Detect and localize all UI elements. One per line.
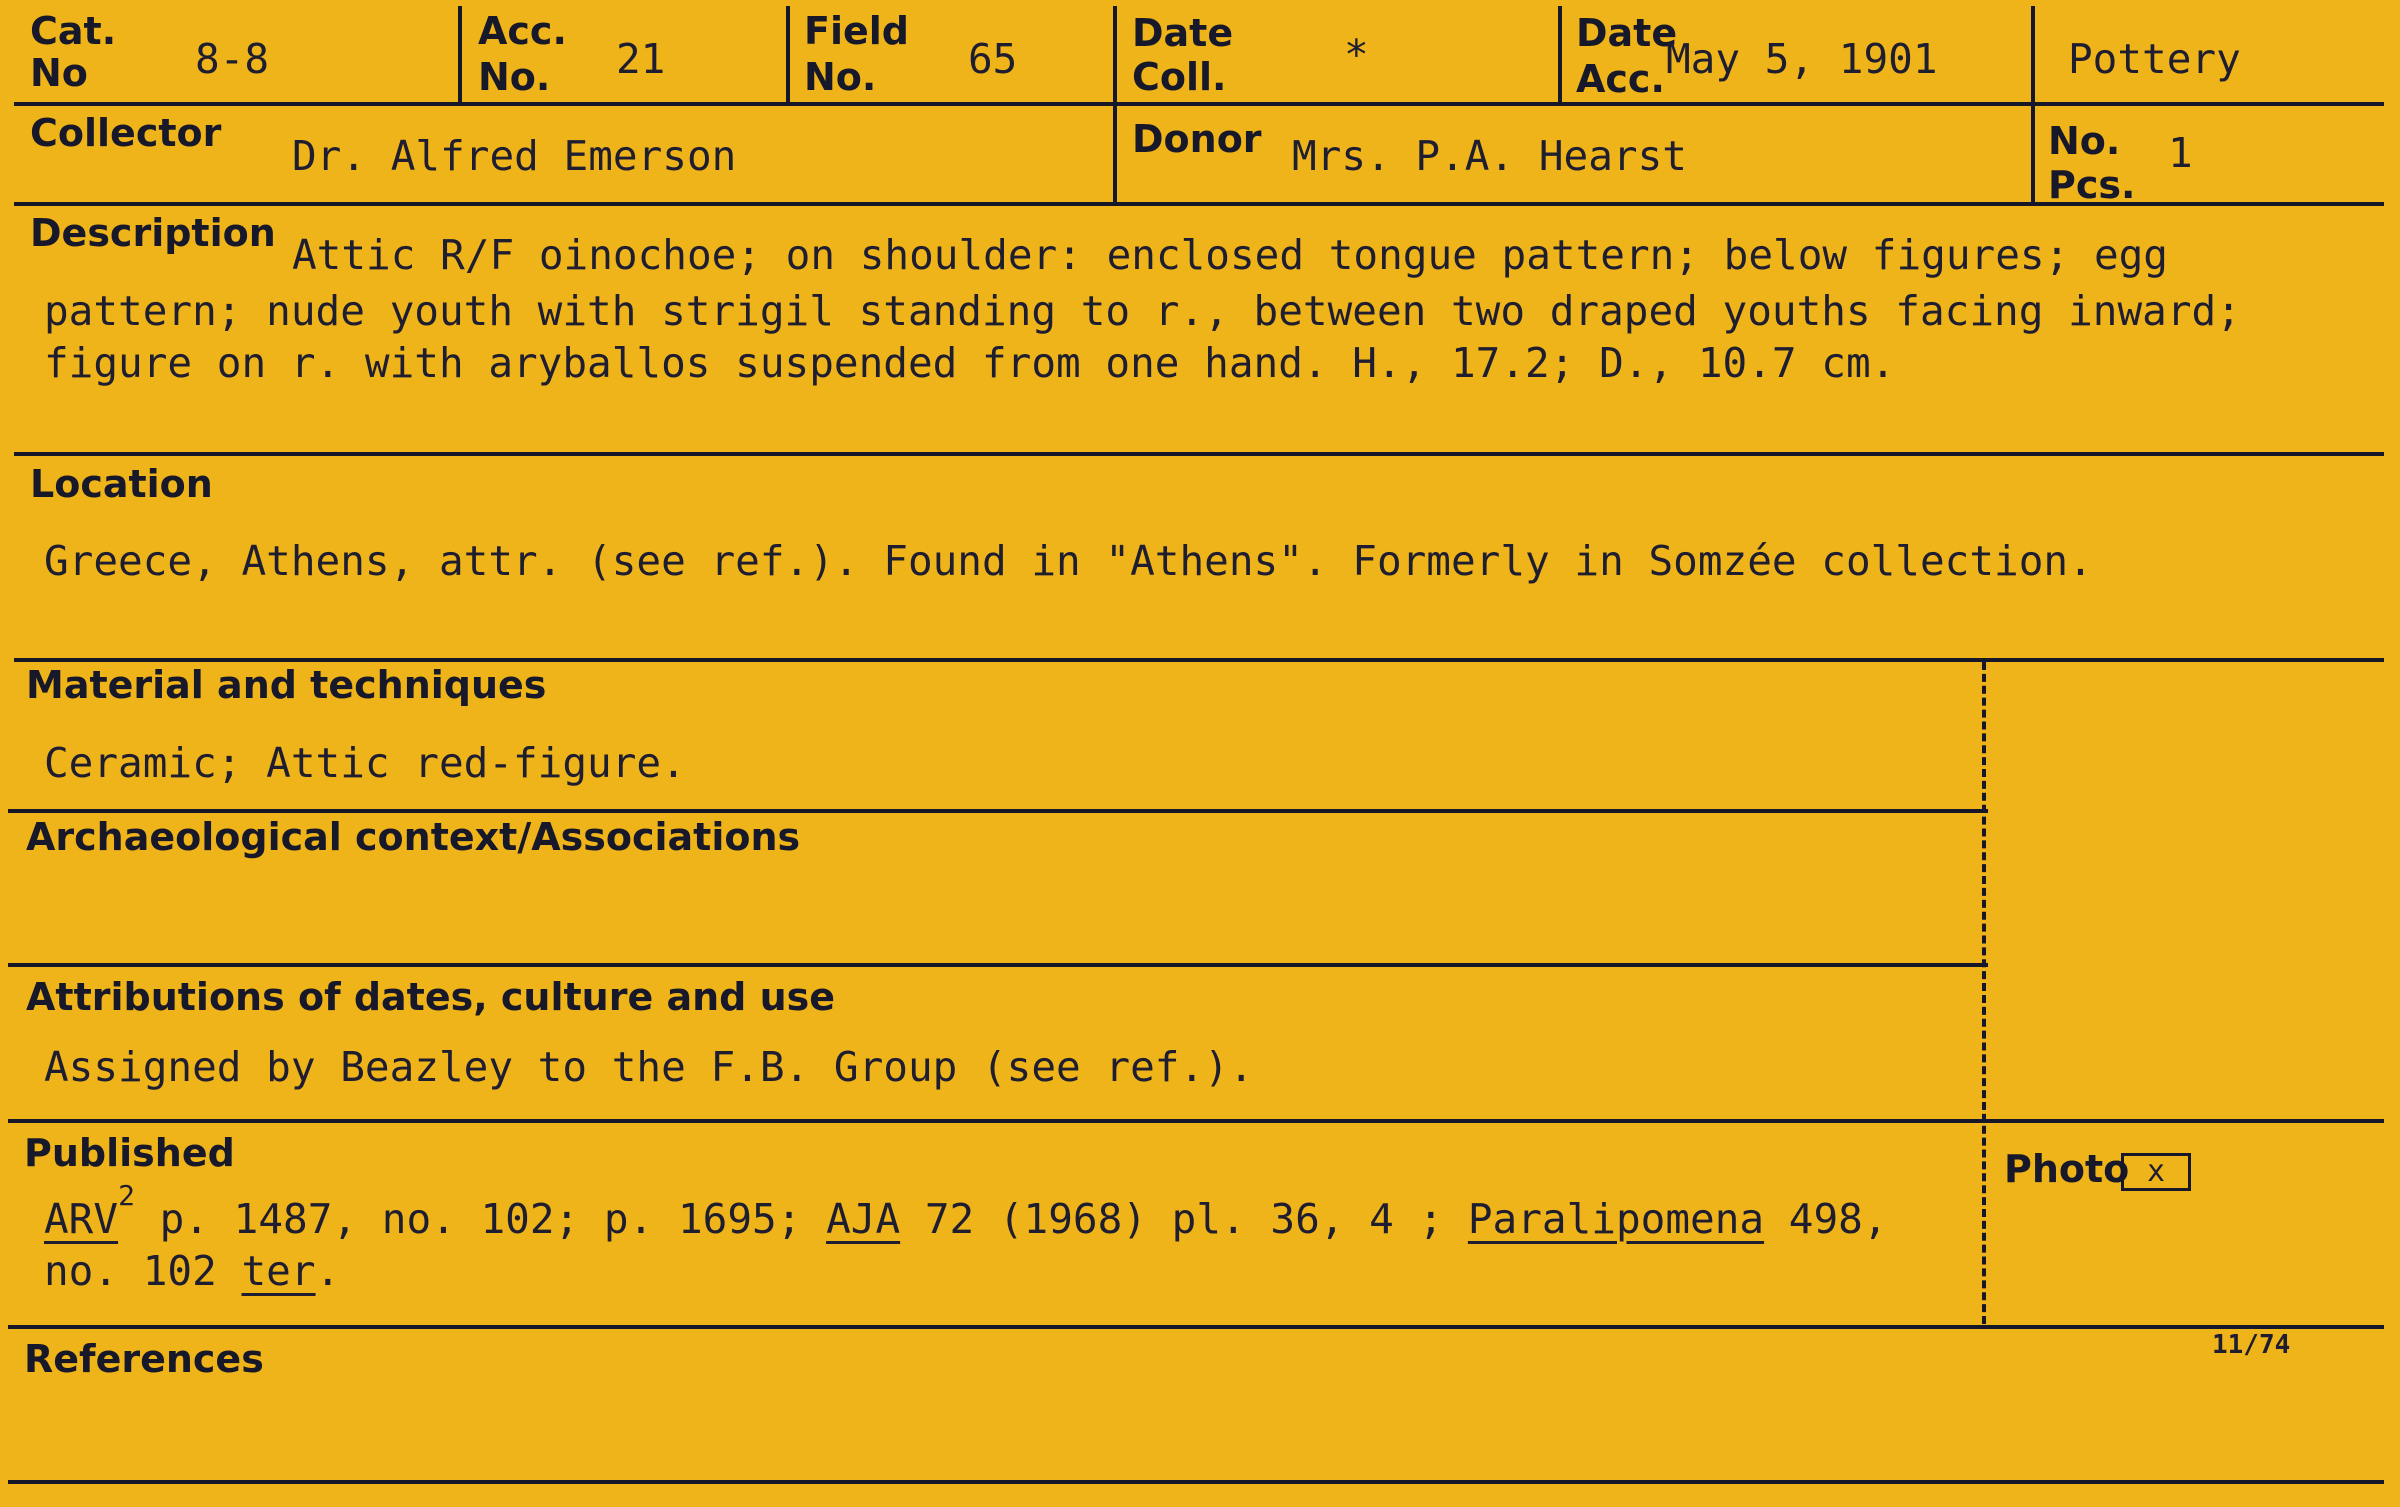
material-label: Material and techniques <box>26 663 547 707</box>
date-acc-label-2: Acc. <box>1576 57 1665 101</box>
aja-citation: AJA <box>826 1195 901 1243</box>
published-text-1: p. 1487, no. 102; p. 1695; <box>134 1195 827 1243</box>
location-label: Location <box>30 462 213 506</box>
donor-value: Mrs. P.A. Hearst <box>1292 132 1687 180</box>
attributions-value: Assigned by Beazley to the F.B. Group (see ref.). <box>44 1043 1254 1091</box>
rule-attributions-bottom <box>8 1119 2384 1123</box>
rule-collector-bottom <box>14 202 2384 206</box>
published-line-1 <box>44 1179 1888 1243</box>
description-line-3: figure on r. with aryballos suspended from one hand. H., 17.2; D., 10.7 cm. <box>44 339 1896 387</box>
rule-material-bottom <box>8 809 1988 813</box>
date-acc-value: May 5, 1901 <box>1666 35 1938 83</box>
attributions-label: Attributions of dates, culture and use <box>26 975 836 1019</box>
description-line-1: Attic R/F oinochoe; on shoulder: enclosed tongue pattern; below figures; egg <box>292 231 2168 279</box>
cat-no-label-1: Cat. <box>30 9 117 53</box>
published-line-2 <box>44 1248 340 1294</box>
collector-label: Collector <box>30 111 222 155</box>
rule-references-bottom <box>8 1480 2384 1484</box>
field-no-value: 65 <box>968 35 1018 83</box>
pcs-label-2: Pcs. <box>2048 163 2136 207</box>
category-value: Pottery <box>2068 35 2241 83</box>
photo-label: Photo <box>2004 1147 2130 1191</box>
published-text-5: . <box>315 1247 341 1295</box>
material-value: Ceramic; Attic red-figure. <box>44 739 686 787</box>
date-coll-label-1: Date <box>1132 11 1234 55</box>
donor-label: Donor <box>1132 117 1262 161</box>
field-no-label-2: No. <box>804 55 877 99</box>
card-print-date: 11/74 <box>2212 1330 2291 1360</box>
rule-v-cat-acc <box>458 6 462 104</box>
pcs-label-1: No. <box>2048 119 2121 163</box>
description-label: Description <box>30 211 276 255</box>
rule-v-dateacc-category <box>2031 6 2035 206</box>
arv-superscript: 2 <box>118 1179 135 1212</box>
rule-v-field-date <box>1113 6 1117 104</box>
cat-no-label-2: No <box>30 51 88 95</box>
date-coll-value: * <box>1344 31 1369 79</box>
location-value: Greece, Athens, attr. (see ref.). Found in "Athens". Formerly in Somzée collection. <box>44 537 2093 585</box>
acc-no-label-2: No. <box>478 55 551 99</box>
date-coll-label-2: Coll. <box>1132 55 1227 99</box>
rule-location-bottom <box>14 658 2384 662</box>
paralipomena-citation: Paralipomena <box>1467 1195 1765 1243</box>
field-no-label-1: Field <box>804 9 909 53</box>
published-label: Published <box>24 1131 235 1175</box>
acc-no-value: 21 <box>616 35 666 83</box>
arv-citation: ARV <box>44 1195 119 1243</box>
rule-v-acc-field <box>786 6 790 104</box>
rule-v-collector-donor <box>1113 102 1117 204</box>
photo-checkbox: x <box>2121 1153 2191 1191</box>
published-text-2: 72 (1968) pl. 36, 4 ; <box>900 1195 1468 1243</box>
published-text-3: 498, <box>1764 1195 1888 1243</box>
rule-v-photo-column <box>1982 662 1986 1324</box>
rule-header-bottom <box>14 102 2384 106</box>
collector-value: Dr. Alfred Emerson <box>292 132 737 180</box>
ter-citation: ter <box>241 1247 316 1295</box>
cat-no-value: 8-8 <box>195 35 270 83</box>
published-text-4: no. 102 <box>44 1247 242 1295</box>
pcs-value: 1 <box>2168 129 2193 177</box>
date-acc-label-1: Date <box>1576 11 1678 55</box>
description-line-2: pattern; nude youth with strigil standing to r., between two draped youths facing inward; <box>44 287 2241 335</box>
rule-v-date-dateacc <box>1558 6 1562 104</box>
rule-context-bottom <box>8 963 1988 967</box>
context-label: Archaeological context/Associations <box>26 815 801 859</box>
references-label: References <box>24 1337 264 1381</box>
acc-no-label-1: Acc. <box>478 9 567 53</box>
rule-description-bottom <box>14 452 2384 456</box>
rule-published-bottom <box>8 1325 2384 1329</box>
